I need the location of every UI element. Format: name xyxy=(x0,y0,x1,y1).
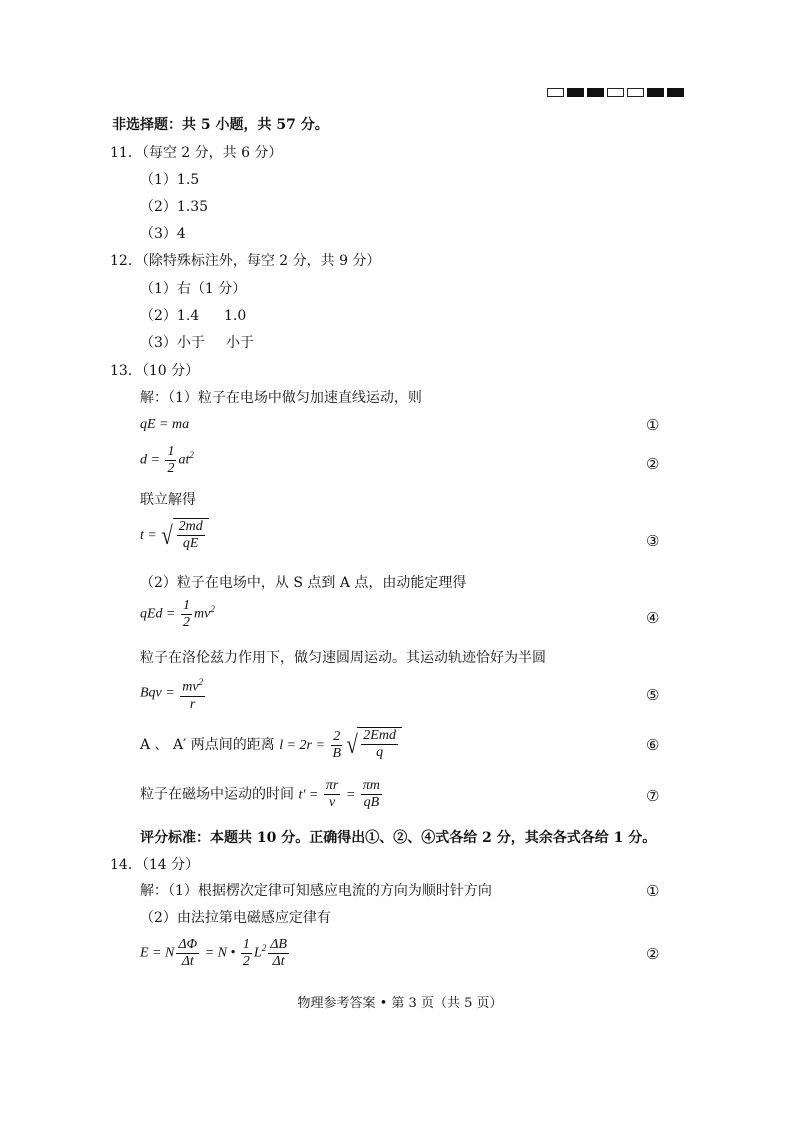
q12-answer-2: （2）1.4 xyxy=(140,308,200,324)
mark-empty xyxy=(607,88,624,97)
q14-intro: 解：（1）根据楞次定律可知感应电流的方向为顺时针方向 xyxy=(140,883,492,899)
equation-7: 粒子在磁场中运动的时间 t′ = $\frac{\pi r}{v}$ = $\frac{\pi m}{qB}$ xyxy=(140,778,380,810)
q11-answer-2: （2）1.35 xyxy=(140,199,209,215)
equation-4: qEd = $\frac{1}{2}$ $mv^2$ xyxy=(140,598,215,630)
eq-number-9: ② xyxy=(646,945,660,963)
eq-number-6: ⑥ xyxy=(646,736,660,754)
equation-1: qE = ma xyxy=(140,417,190,432)
q12-answer-3: （3）小于 xyxy=(140,335,205,351)
equation-2: d = $\frac{1}{2}$ $at^2$ xyxy=(140,444,194,476)
mark-filled xyxy=(567,88,584,97)
q12-answer-3-value: 小于 xyxy=(226,335,254,351)
eq-number-7: ⑦ xyxy=(646,787,660,805)
eq-number-4: ④ xyxy=(646,609,660,627)
equation-6: A 、 A′ 两点间的距离 l = 2r = $\frac{2}{B}$ √ $\frac{\text{2Emd}}{q}$ xyxy=(140,727,402,763)
eq-number-5: ⑤ xyxy=(646,686,660,704)
mark-filled xyxy=(587,88,604,97)
q12-answer-2-value: 1.0 xyxy=(224,308,247,324)
page-footer: 物理参考答案 • 第 3 页（共 5 页） xyxy=(297,996,503,1011)
equation-faraday: E = N $\frac{\Delta\Phi}{\Delta t}$ = N • $\frac{1}{2}$ $L^2$ $\frac{\Delta B}{\Delta t}$ xyxy=(140,937,287,969)
q12-answer-1: （1）右（1 分） xyxy=(140,281,247,297)
q13-joint: 联立解得 xyxy=(140,492,196,508)
q13-part2: （2）粒子在电场中，从 S 点到 A 点，由动能定理得 xyxy=(140,575,467,591)
mark-empty xyxy=(547,88,564,97)
q13-grading: 评分标准：本题共 10 分。正确得出①、②、④式各给 2 分，其余各式各给 1 分。 xyxy=(140,830,657,846)
equation-3: t = √ $\frac{2md}{qE}$ xyxy=(140,518,209,554)
time-text: 粒子在磁场中运动的时间 xyxy=(140,786,294,803)
equation-5: Bqv = $\frac{mv^2}{r}$ xyxy=(140,674,207,713)
distance-text: A 、 A′ 两点间的距离 xyxy=(140,737,275,753)
q14-part2: （2）由法拉第电磁感应定律有 xyxy=(140,910,331,926)
q11-answer-1: （1）1.5 xyxy=(140,172,200,188)
q13-intro: 解：（1）粒子在电场中做匀加速直线运动，则 xyxy=(140,390,422,406)
q12-title: 12．（除特殊标注外，每空 2 分，共 9 分） xyxy=(110,253,381,269)
mark-filled xyxy=(647,88,664,97)
q13-title: 13．（10 分） xyxy=(110,363,200,379)
registration-marks xyxy=(547,88,684,97)
mark-filled xyxy=(667,88,684,97)
eq-number-8: ① xyxy=(646,882,660,900)
eq-number-2: ② xyxy=(646,455,660,473)
q13-lorentz: 粒子在洛伦兹力作用下，做匀速圆周运动。其运动轨迹恰好为半圆 xyxy=(140,650,546,666)
mark-empty xyxy=(627,88,644,97)
q11-title: 11．（每空 2 分，共 6 分） xyxy=(110,145,283,161)
q14-title: 14．（14 分） xyxy=(110,857,200,873)
eq-number-1: ① xyxy=(646,416,660,434)
eq-number-3: ③ xyxy=(646,532,660,550)
section-title: 非选择题：共 5 小题，共 57 分。 xyxy=(112,117,329,133)
q11-answer-3: （3）4 xyxy=(140,226,186,242)
